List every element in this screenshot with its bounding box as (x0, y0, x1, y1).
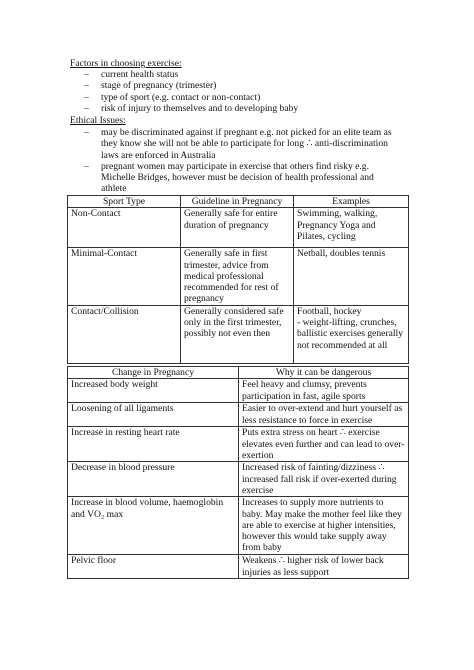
table-cell: Contact/Collision (68, 305, 181, 363)
table-header-row (68, 367, 409, 379)
table-cell: Minimal-Contact (68, 248, 181, 305)
dash-bullet: – (84, 80, 89, 92)
ethical-heading: Ethical Issues: (70, 115, 126, 126)
dash-bullet: – (84, 69, 89, 80)
table-cell: Increased risk of fainting/dizziness ∴ increased fall risk if over-exerted during exercise (239, 462, 409, 497)
table-row (68, 208, 409, 248)
factors-heading: Factors in choosing exercise: (70, 58, 182, 69)
table-cell: Increase in resting heart rate (68, 427, 239, 462)
dash-bullet: – (84, 91, 89, 103)
table-cell: Increased body weight (68, 379, 239, 403)
dash-bullet: – (84, 102, 89, 114)
column-header: Guideline in Pregnancy (181, 196, 294, 208)
list-item-text: stage of pregnancy (trimester) (101, 80, 217, 92)
table-row (68, 305, 409, 363)
list-item (84, 92, 414, 103)
table-cell: Feel heavy and clumsy, prevents participation in fast, agile sports (239, 379, 409, 403)
sport-type-table (67, 195, 409, 364)
dash-bullet: – (84, 160, 89, 172)
table-cell: Generally considered safe only in the first trimester, possibly not even then (181, 305, 294, 363)
table-cell: Non-Contact (68, 208, 181, 248)
column-header: Change in Pregnancy (68, 367, 239, 379)
table-cell: Generally safe in first trimester, advice from medical professional recommended for rest of pregnancy (181, 248, 294, 305)
column-header: Why it can be dangerous (239, 367, 409, 379)
table-row (68, 462, 409, 497)
factors-list (84, 69, 414, 114)
table-row (68, 555, 409, 579)
list-item (84, 161, 394, 195)
table-cell: Swimming, walking, Pregnancy Yoga and Pilates, cycling (294, 208, 409, 248)
table-row (68, 497, 409, 555)
table-cell: Puts extra stress on heart ∴ exercise elevates even further and can lead to over-exertion (239, 427, 409, 462)
list-item-text: risk of injury to themselves and to developing baby (101, 102, 299, 114)
table-cell: Netball, doubles tennis (294, 248, 409, 305)
table-cell: Increase in blood volume, haemoglobin and VO₂ max (68, 497, 239, 555)
list-item-text: current health status (101, 69, 179, 80)
dash-bullet: – (84, 127, 89, 138)
change-in-pregnancy-table (67, 366, 409, 579)
list-item (84, 127, 394, 161)
ethical-list (84, 127, 394, 195)
table-cell: Loosening of all ligaments (68, 403, 239, 427)
table-cell: Pelvic floor (68, 555, 239, 579)
table-cell: Generally safe for entire duration of pregnancy (181, 208, 294, 248)
list-item-text: type of sport (e.g. contact or non-contact) (101, 91, 261, 103)
table-cell: Football, hockey - weight-lifting, crunches, ballistic exercises generally not recommended at all (294, 305, 409, 363)
table-cell: Easier to over-extend and hurt yourself as less resistance to force in exercise (239, 403, 409, 427)
list-item-text: pregnant women may participate in exercise that others find risky e.g. Michelle Bridges, however must be decision of health professional and athlete (101, 160, 374, 195)
column-header: Sport Type (68, 196, 181, 208)
table-header-row (68, 196, 409, 208)
column-header: Examples (294, 196, 409, 208)
list-item (84, 69, 414, 80)
table-cell: Weakens ∴ higher risk of lower back injuries as less support (239, 555, 409, 579)
table-row (68, 427, 409, 462)
list-item-text: may be discriminated against if pregnant e.g. not picked for an elite team as they know she will not be able to participate for long ∴ anti-discrimination laws are enforced in Australia (101, 127, 392, 161)
table-row (68, 379, 409, 403)
table-row (68, 403, 409, 427)
list-item (84, 103, 414, 114)
table-cell: Decrease in blood pressure (68, 462, 239, 497)
table-cell: Increases to supply more nutrients to baby. May make the mother feel like they are able to exercise at higher intensities, however this would take supply away from baby (239, 497, 409, 555)
table-row (68, 248, 409, 305)
list-item (84, 80, 414, 91)
